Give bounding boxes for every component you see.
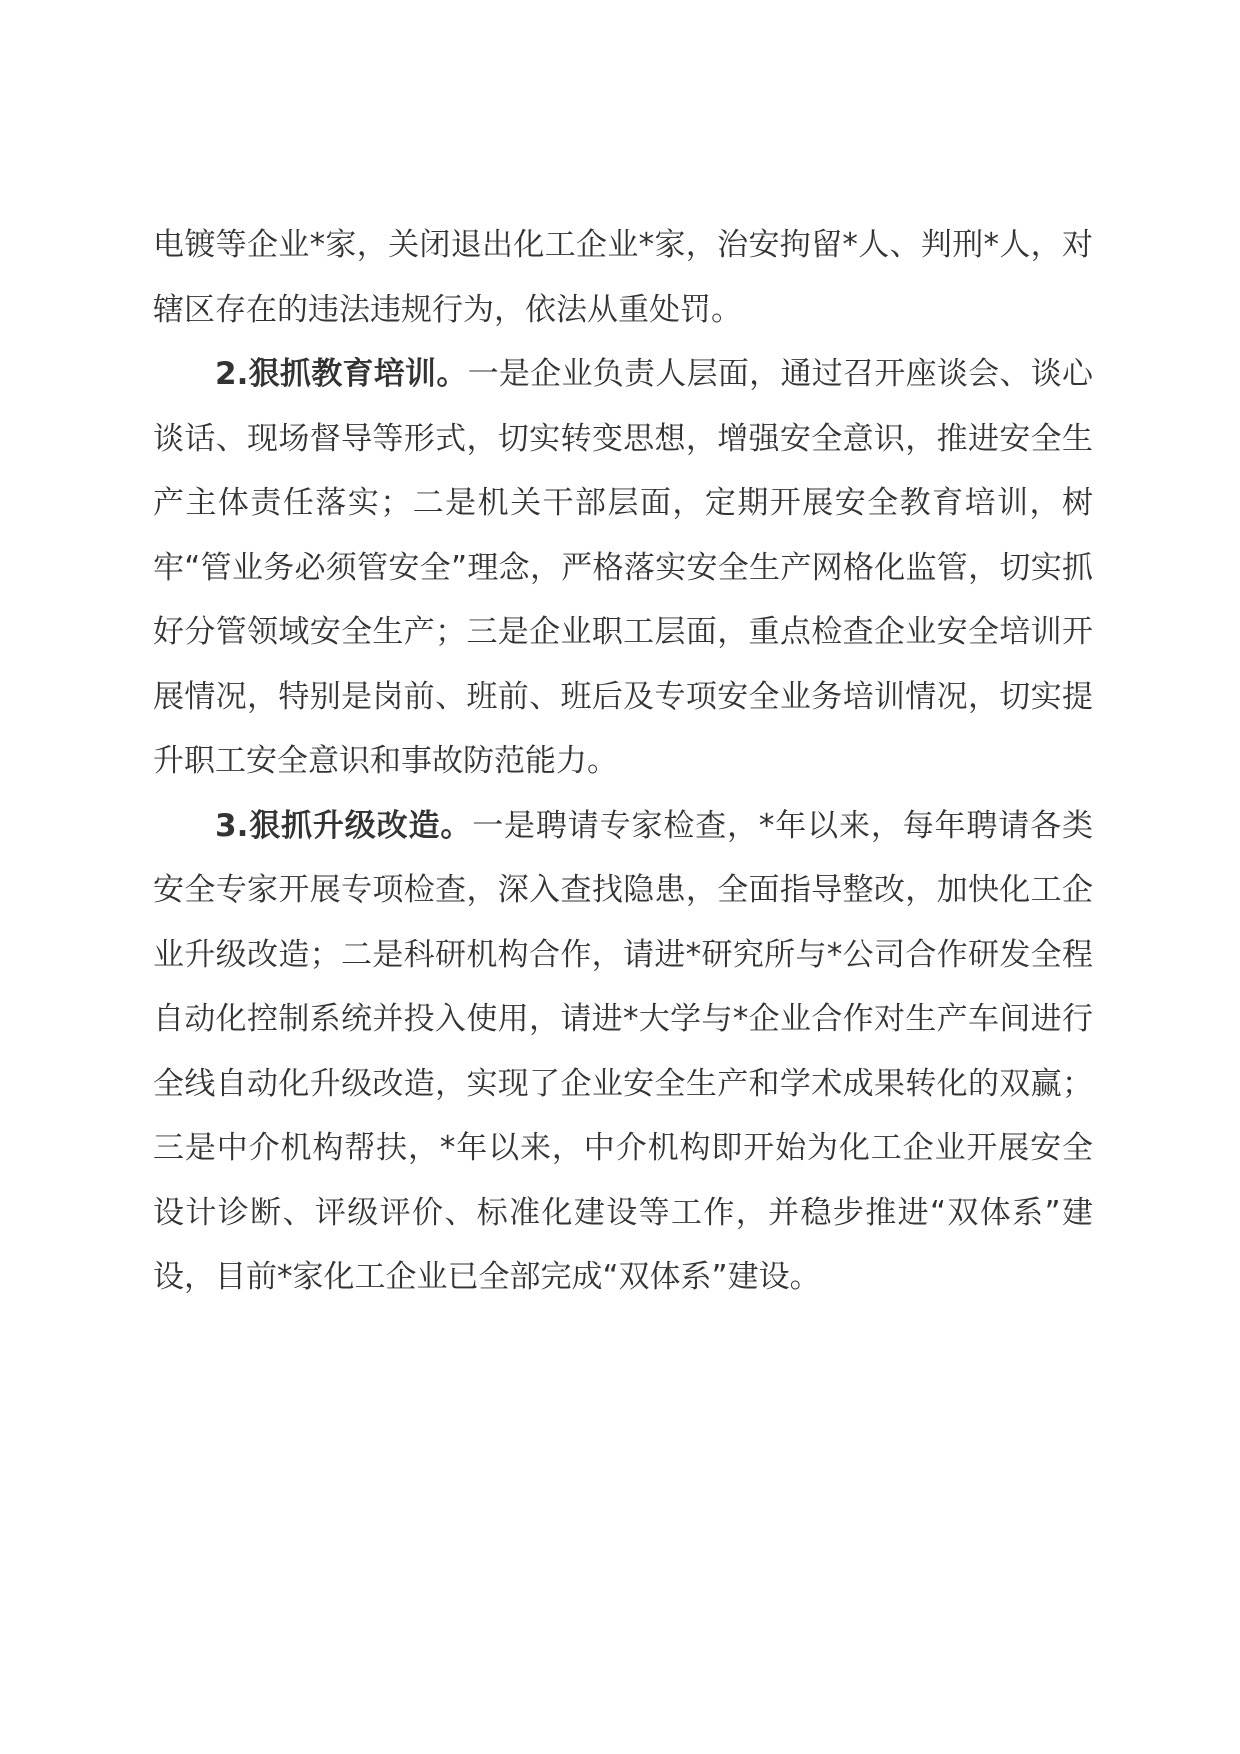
- paragraph-upgrade-transformation: [153, 794, 1093, 1310]
- paragraph-continuation: [153, 213, 1093, 342]
- paragraph-text: 电镀等企业*家，关闭退出化工企业*家，治安拘留*人、判刑*人，对辖区存在的违法违规行为，依法从重处罚。: [153, 227, 1093, 328]
- paragraph-heading: 3.狠抓升级改造。: [215, 807, 473, 844]
- paragraph-education-training: [153, 342, 1093, 794]
- paragraph-text: 一是聘请专家检查，*年以来，每年聘请各类安全专家开展专项检查，深入查找隐患，全面指导整改，加快化工企业升级改造；二是科研机构合作，请进*研究所与*公司合作研发全程自动化控制系统并投入使用，请进*大学与*企业合作对生产车间进行全线自动化升级改造，实现了企业安全生产和学术成果转化的双赢；三是中介机构帮扶，*年以来，中介机构即开始为化工企业开展安全设计诊断、评级评价、标准化建设等工作，并稳步推进“双体系”建设，目前*家化工企业已全部完成“双体系”建设。: [153, 807, 1093, 1295]
- paragraph-text: 一是企业负责人层面，通过召开座谈会、谈心谈话、现场督导等形式，切实转变思想，增强安全意识，推进安全生产主体责任落实；二是机关干部层面，定期开展安全教育培训，树牢“管业务必须管安全”理念，严格落实安全生产网格化监管，切实抓好分管领域安全生产；三是企业职工层面，重点检查企业安全培训开展情况，特别是岗前、班前、班后及专项安全业务培训情况，切实提升职工安全意识和事故防范能力。: [153, 356, 1093, 779]
- paragraph-heading: 2.狠抓教育培训。: [215, 356, 468, 392]
- document-body: [153, 213, 1093, 1310]
